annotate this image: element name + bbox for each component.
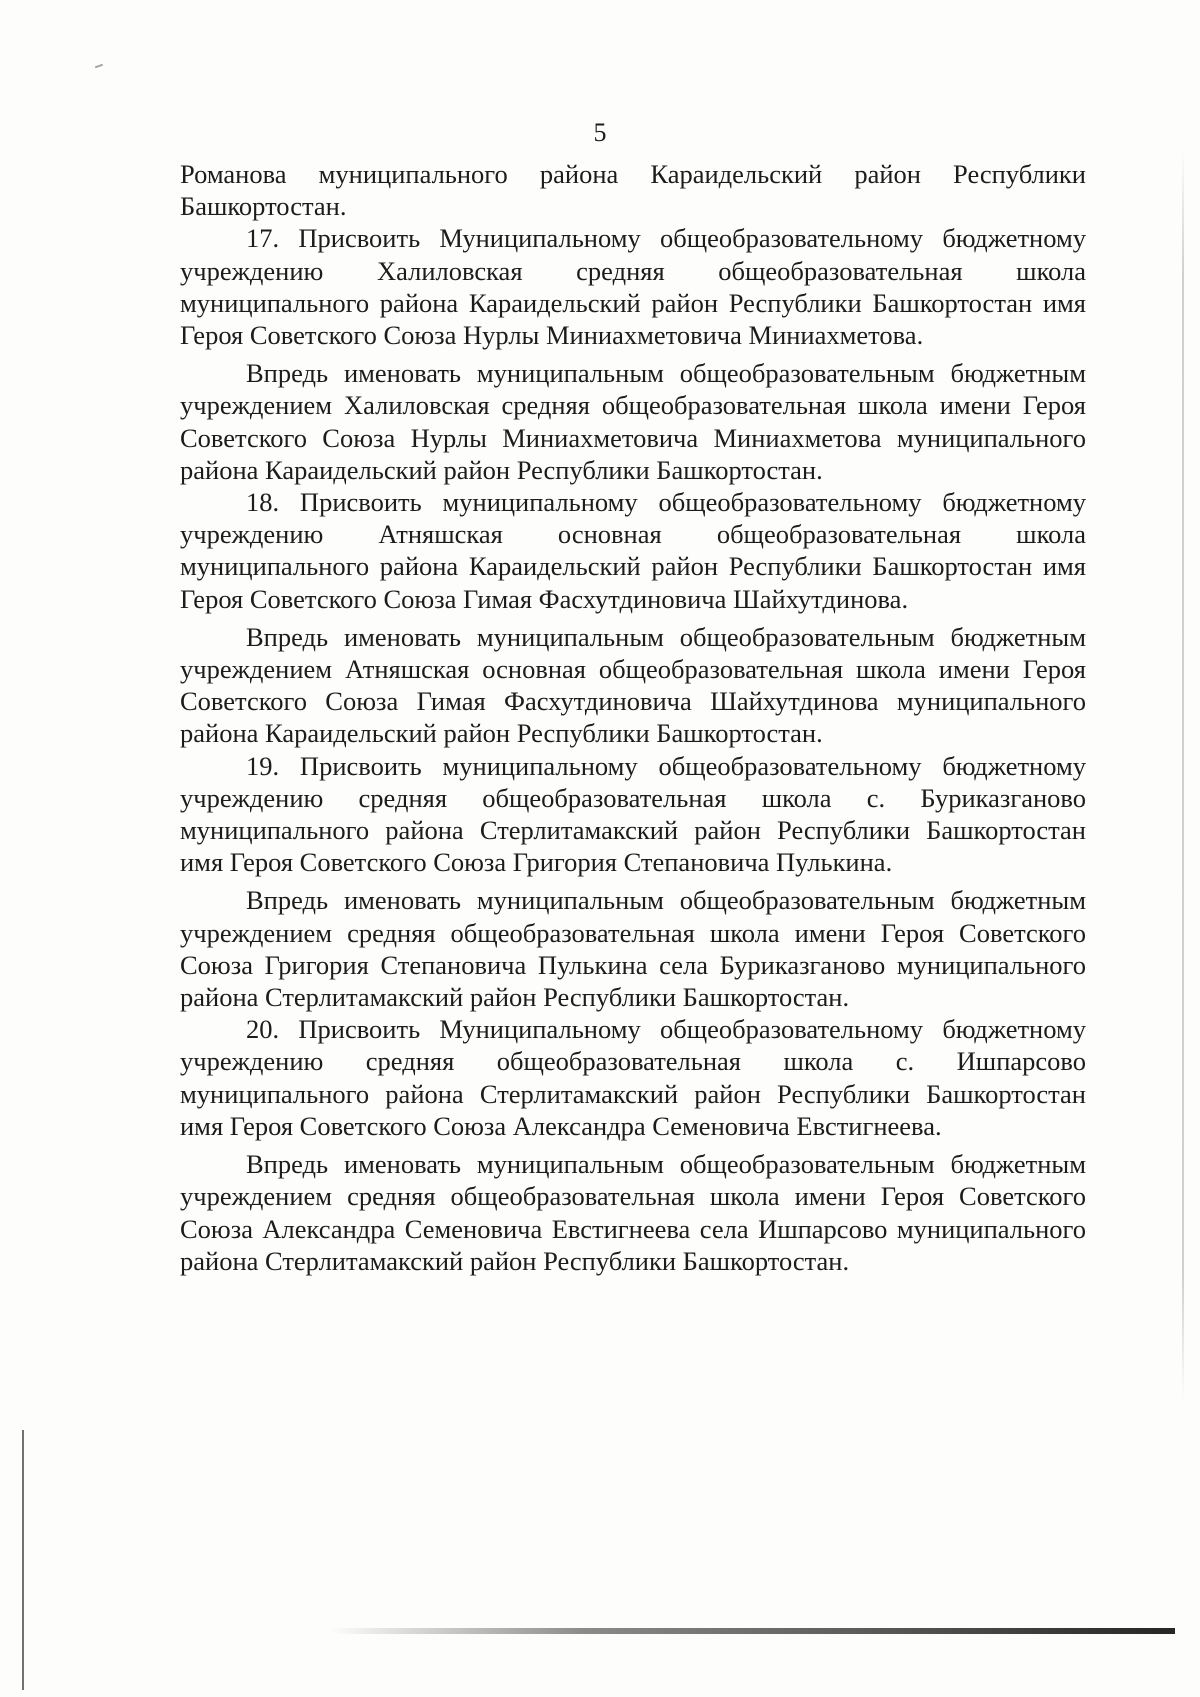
paragraph-rename-20: Впредь именовать муниципальным общеобразовательным бюджетным учреждением средняя общеобразовательная школа имени Героя Советского Союза Александра Семеновича Евстигнеева села Ишпарсово муниципального района Стерлитамакский район Республики Башкортостан. [180,1149,1086,1276]
page-number: 5 [593,118,607,147]
paragraph-item-20: 20. Присвоить Муниципальному общеобразовательному бюджетному учреждению средняя общеобразовательная школа с. Ишпарсово муниципального района Стерлитамакский район Республики Башкортостан имя Героя Советского Союза Александра Семеновича Евстигнеева. [180,1014,1086,1141]
paragraph-rename-17: Впредь именовать муниципальным общеобразовательным бюджетным учреждением Халиловская средняя общеобразовательная школа имени Героя Советского Союза Нурлы Миниахметовича Миниахметова муниципального района Караидельский район Республики Башкортостан. [180,358,1086,485]
scan-speck [95,64,103,69]
scan-edge-left [22,1430,24,1690]
paragraph-item-18: 18. Присвоить муниципальному общеобразовательному бюджетному учреждению Атняшская основная общеобразовательная школа муниципального района Караидельский район Республики Башкортостан имя Героя Советского Союза Гимая Фасхутдиновича Шайхутдинова. [180,487,1086,614]
paragraph-rename-19: Впредь именовать муниципальным общеобразовательным бюджетным учреждением средняя общеобразовательная школа имени Героя Советского Союза Григория Степановича Пулькина села Буриказганово муниципального района Стерлитамакский район Республики Башкортостан. [180,885,1086,1013]
paragraph-rename-18: Впредь именовать муниципальным общеобразовательным бюджетным учреждением Атняшская основная общеобразовательная школа имени Героя Советского Союза Гимая Фасхутдиновича Шайхутдинова муниципального района Караидельский район Республики Башкортостан. [180,621,1086,749]
scan-edge-bottom [330,1628,1175,1634]
paragraph-continuation: Романова муниципального района Караидельский район Республики Башкортостан. [180,159,1086,222]
scan-edge-right [1182,150,1184,1400]
document-body [180,158,1086,1277]
paragraph-item-17: 17. Присвоить Муниципальному общеобразовательному бюджетному учреждению Халиловская средняя общеобразовательная школа муниципального района Караидельский район Республики Башкортостан имя Героя Советского Союза Нурлы Миниахметовича Миниахметова. [180,223,1086,351]
paragraph-item-19: 19. Присвоить муниципальному общеобразовательному бюджетному учреждению средняя общеобразовательная школа с. Буриказганово муниципального района Стерлитамакский район Республики Башкортостан имя Героя Советского Союза Григория Степановича Пулькина. [180,750,1086,878]
